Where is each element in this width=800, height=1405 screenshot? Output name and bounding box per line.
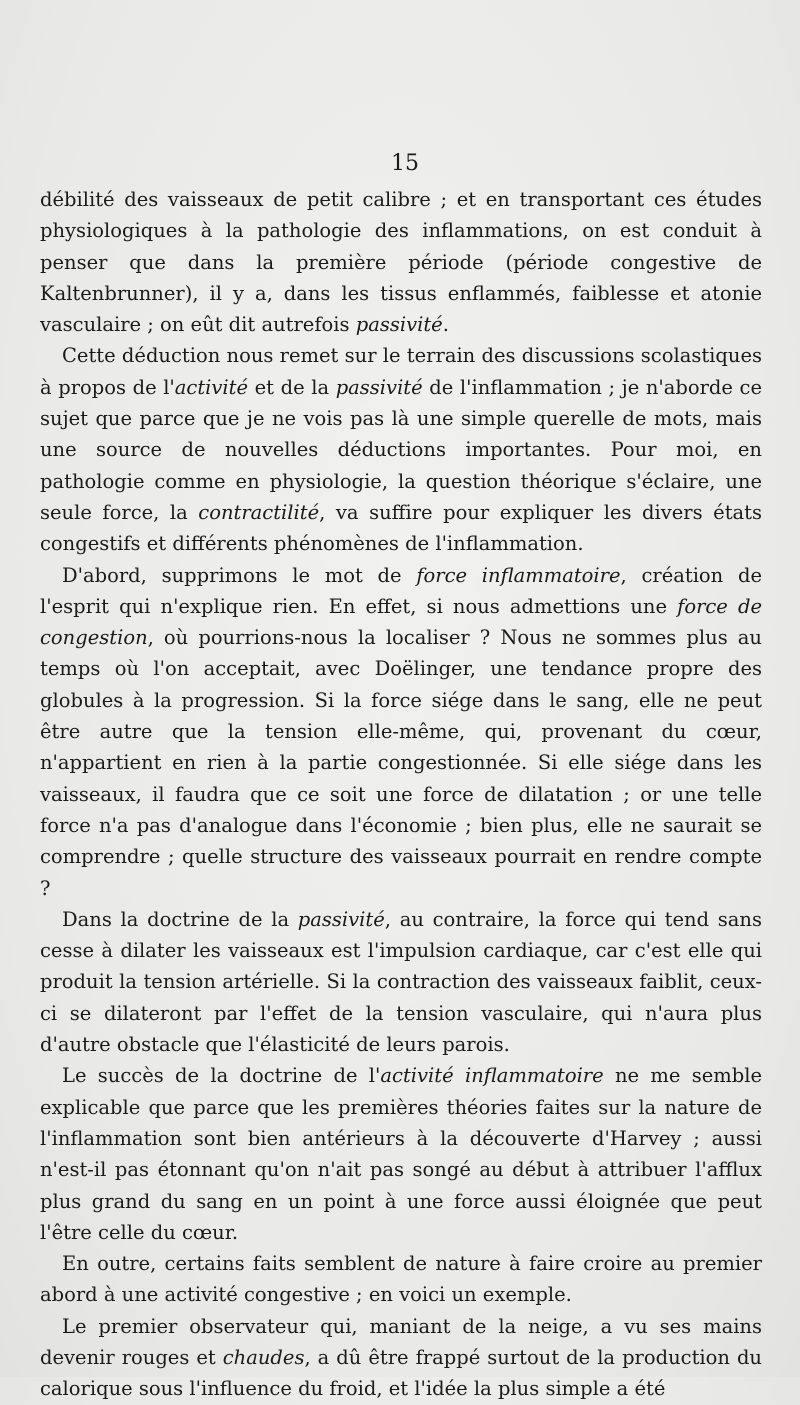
- text-run: .: [442, 313, 449, 337]
- italic-text: passivité: [335, 375, 423, 399]
- text-run: , où pourrions-nous la localiser ? Nous ne sommes plus au temps où l'on acceptait, avec Doëlinger, une tendance propre des globules à la progression. Si la force siége dans le sang, elle ne peut être autre que la tension elle-même, qui, provenant du cœur, n'appartient en rien à la partie congestionnée. Si elle siége dans les vaisseaux, il faudra que ce soit une force de dilatation ; or une telle force n'a pas d'analogue dans l'économie ; bien plus, elle ne saurait se comprendre ; quelle structure des vaisseaux pourrait en rendre compte ?: [40, 626, 762, 900]
- text-run: Dans la doctrine de la: [62, 907, 298, 931]
- text-run: En outre, certains faits semblent de nature à faire croire au premier abord à une activité congestive ; en voici un exemple.: [40, 1252, 762, 1307]
- paragraph-7: [40, 1311, 762, 1405]
- italic-text: force de congestion: [40, 594, 762, 650]
- italic-text: chaudes: [222, 1345, 305, 1369]
- page-number: 15: [391, 151, 419, 176]
- text-run: Le premier observateur qui, maniant de la neige, a vu ses mains devenir rouges et: [40, 1314, 762, 1369]
- italic-text: passivité: [355, 313, 443, 337]
- text-run: D'abord, supprimons le mot de: [62, 563, 417, 587]
- italic-text: activité: [174, 375, 249, 399]
- text-run: de l'inflammation ; je n'aborde ce sujet que parce que je ne vois pas là une simple querelle de mots, mais une source de nouvelles déductions importantes. Pour moi, en pathologie comme en physiologie, la question théorique s'éclaire, une seule force, la: [40, 375, 762, 524]
- text-run: et de la: [248, 375, 336, 399]
- italic-text: passivité: [297, 907, 385, 931]
- italic-text: contractilité: [198, 500, 320, 524]
- paragraph-6: [40, 1248, 762, 1311]
- text-run: débilité des vaisseaux de petit calibre ; et en transportant ces études physiologiques à la pathologie des inflammations, on est conduit à penser que dans la première période (période congestive de Kaltenbrunner), il y a, dans les tissus enflammés, faiblesse et atonie vasculaire ; on eût dit autrefois: [40, 188, 762, 337]
- paragraph-5: [40, 1060, 762, 1248]
- text-run: , a dû être frappé surtout de la production du calorique sous l'influence du froid, et l'idée la plus simple a été: [40, 1345, 762, 1401]
- italic-text: activité inflammatoire: [380, 1064, 604, 1088]
- text-run: Le succès de la doctrine de l': [62, 1064, 381, 1088]
- text-run: Cette déduction nous remet sur le terrain des discussions scolastiques à propos de l': [40, 344, 762, 399]
- italic-text: force inflammatoire: [416, 563, 621, 587]
- paragraph-2: [40, 340, 762, 559]
- text-run: , va suffire pour expliquer les divers états congestifs et différents phénomènes de l'inflammation.: [40, 500, 762, 556]
- book-page: [40, 150, 762, 1405]
- text-run: , au contraire, la force qui tend sans cesse à dilater les vaisseaux est l'impulsion cardiaque, car c'est elle qui produit la tension artérielle. Si la contraction des vaisseaux faiblit, ceux-ci se dilateront par l'effet de la tension vasculaire, qui n'aura plus d'autre obstacle que l'élasticité de leurs parois.: [40, 907, 762, 1057]
- text-run: ne me semble explicable que parce que les premières théories faites sur la nature de l'inflammation sont bien antérieurs à la découverte d'Harvey ; aussi n'est-il pas étonnant qu'on n'ait pas songé au début à attribuer l'afflux plus grand du sang en un point à une force aussi éloignée que peut l'être celle du cœur.: [40, 1064, 763, 1244]
- paragraph-3: [40, 560, 762, 904]
- paragraph-1: [40, 184, 762, 340]
- text-run: , création de l'esprit qui n'explique rien. En effet, si nous admettions une: [40, 563, 762, 618]
- paragraph-4: [40, 904, 762, 1060]
